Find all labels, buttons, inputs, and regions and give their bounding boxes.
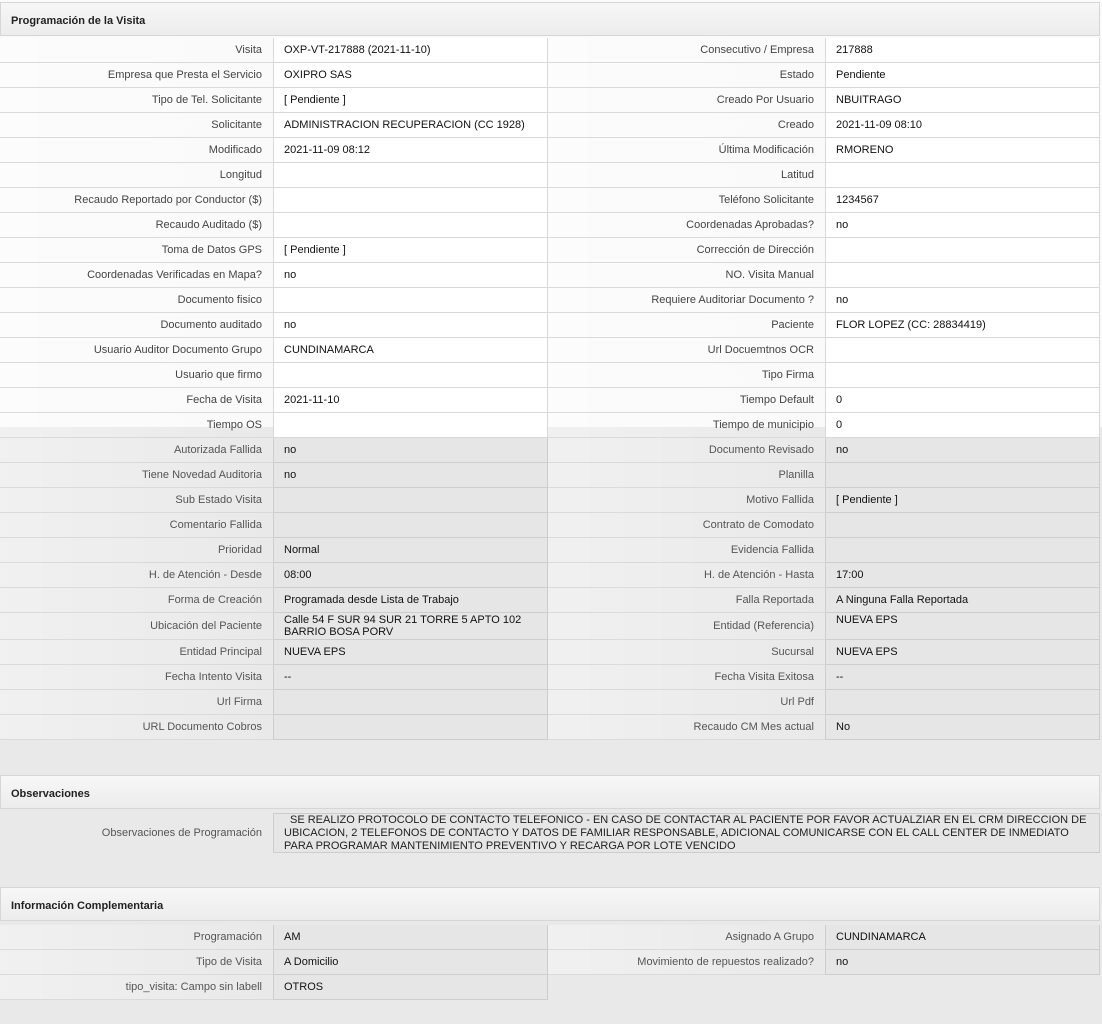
field-label: Url Pdf [548,690,825,715]
field-label: Creado Por Usuario [548,88,825,113]
field-label: Tipo de Tel. Solicitante [0,88,273,113]
field-label: Entidad Principal [0,640,273,665]
field-label: Programación [0,925,273,950]
table-row [0,975,1102,1000]
observaciones-text-content: SE REALIZO PROTOCOLO DE CONTACTO TELEFONICO - EN CASO DE CONTACTAR AL PACIENTE POR FAVOR ACTUALZIAR EN EL CRM DIRECCION DE UBICACION, 2 TELEFONOS DE CONTACTO Y DATOS DE FAMILIAR RESPONSABLE, ADICIONAL COMUNICARSE CON EL CALL CENTER DE INMEDIATO PARA PROGRAMAR MANTENIMIENTO PREVENTIVO Y RECARGA POR LOTE VENCIDO [284,814,1087,852]
field-label: Empresa que Presta el Servicio [0,63,273,88]
field-value: [ Pendiente ] [825,488,1100,513]
field-label: Asignado A Grupo [548,925,825,950]
field-value: 2021-11-10 [273,388,548,413]
field-value: CUNDINAMARCA [825,925,1100,950]
field-label: Forma de Creación [0,588,273,613]
field-value: -- [273,665,548,690]
field-value: 0 [825,413,1100,438]
field-value: [ Pendiente ] [273,88,548,113]
table-row [0,438,1102,463]
field-label: Visita [0,38,273,63]
field-value [273,488,548,513]
field-label: Entidad (Referencia) [548,613,825,640]
field-value: FLOR LOPEZ (CC: 28834419) [825,313,1100,338]
field-label: Latitud [548,163,825,188]
field-value: 08:00 [273,563,548,588]
field-value [825,338,1100,363]
field-value: no [273,263,548,288]
table-row [0,613,1102,640]
field-value: -- [825,665,1100,690]
table-row [0,950,1102,975]
field-label: Documento Revisado [548,438,825,463]
field-label: Coordenadas Verificadas en Mapa? [0,263,273,288]
table-row [0,588,1102,613]
field-label: Falla Reportada [548,588,825,613]
field-label: Toma de Datos GPS [0,238,273,263]
section-title: Programación de la Visita [11,15,146,27]
field-value [273,513,548,538]
field-label: Recaudo Auditado ($) [0,213,273,238]
field-label: Url Docuemtnos OCR [548,338,825,363]
field-value: no [825,288,1100,313]
field-label: Movimiento de repuestos realizado? [548,950,825,975]
field-label: Solicitante [0,113,273,138]
observaciones-label: Observaciones de Programación [101,827,262,839]
field-value: 2021-11-09 08:10 [825,113,1100,138]
field-label: Tiempo de municipio [548,413,825,438]
table-row [0,138,1102,163]
field-label: Usuario Auditor Documento Grupo [0,338,273,363]
field-value [273,213,548,238]
field-label: Documento fisico [0,288,273,313]
table-row [0,163,1102,188]
field-value: Normal [273,538,548,563]
table-row [0,463,1102,488]
field-value [825,238,1100,263]
table-row [0,338,1102,363]
field-label: Autorizada Fallida [0,438,273,463]
field-label: Url Firma [0,690,273,715]
table-row [0,640,1102,665]
field-value [825,263,1100,288]
field-value: A Ninguna Falla Reportada [825,588,1100,613]
observaciones-text [273,813,1100,853]
section-header-complementaria [0,887,1100,921]
field-label: Tipo Firma [548,363,825,388]
field-value: OTROS [273,975,548,1000]
field-value: AM [273,925,548,950]
field-value: 0 [825,388,1100,413]
table-row [0,288,1102,313]
field-value [825,163,1100,188]
field-label: Requiere Auditoriar Documento ? [548,288,825,313]
field-label: Modificado [0,138,273,163]
field-value: no [825,213,1100,238]
field-value: RMORENO [825,138,1100,163]
field-value [273,163,548,188]
table-row [0,263,1102,288]
table-row [0,38,1102,63]
field-value: No [825,715,1100,740]
field-label: Teléfono Solicitante [548,188,825,213]
field-label: Tipo de Visita [0,950,273,975]
field-label: Longitud [0,163,273,188]
table-row [0,313,1102,338]
table-row [0,213,1102,238]
field-label: Tiene Novedad Auditoria [0,463,273,488]
field-label: Usuario que firmo [0,363,273,388]
field-label: H. de Atención - Hasta [548,563,825,588]
field-label: Planilla [548,463,825,488]
table-row [0,238,1102,263]
field-label: NO. Visita Manual [548,263,825,288]
field-value: OXP-VT-217888 (2021-11-10) [273,38,548,63]
field-value: NBUITRAGO [825,88,1100,113]
field-label: Estado [548,63,825,88]
field-label: Tiempo Default [548,388,825,413]
field-value: no [825,950,1100,975]
field-label: Fecha Visita Exitosa [548,665,825,690]
table-row [0,665,1102,690]
field-label: Recaudo Reportado por Conductor ($) [0,188,273,213]
table-row [0,690,1102,715]
field-label: Comentario Fallida [0,513,273,538]
field-value: no [825,438,1100,463]
field-label: Prioridad [0,538,273,563]
table-row [0,538,1102,563]
field-label: Recaudo CM Mes actual [548,715,825,740]
field-value: no [273,313,548,338]
field-value: Pendiente [825,63,1100,88]
table-row [0,63,1102,88]
field-value: NUEVA EPS [825,640,1100,665]
field-value: A Domicilio [273,950,548,975]
field-label: Última Modificación [548,138,825,163]
table-row [0,363,1102,388]
field-value: 17:00 [825,563,1100,588]
table-row [0,413,1102,438]
table-row [0,388,1102,413]
section-header-observaciones [0,775,1100,809]
section-title: Observaciones [11,788,90,800]
field-value: no [273,438,548,463]
field-value: CUNDINAMARCA [273,338,548,363]
field-value: 1234567 [825,188,1100,213]
field-label: Documento auditado [0,313,273,338]
field-label: URL Documento Cobros [0,715,273,740]
field-value [825,690,1100,715]
field-value [273,288,548,313]
field-value: 217888 [825,38,1100,63]
field-label: Corrección de Dirección [548,238,825,263]
field-value [825,463,1100,488]
field-value: OXIPRO SAS [273,63,548,88]
field-label: Sub Estado Visita [0,488,273,513]
field-value: Programada desde Lista de Trabajo [273,588,548,613]
table-row [0,513,1102,538]
field-value [273,413,548,438]
field-value: no [273,463,548,488]
field-label: Fecha Intento Visita [0,665,273,690]
table-row [0,88,1102,113]
table-row [0,715,1102,740]
field-value [273,363,548,388]
field-value [825,363,1100,388]
field-label: Tiempo OS [0,413,273,438]
field-value: 2021-11-09 08:12 [273,138,548,163]
table-row [0,488,1102,513]
field-label: Motivo Fallida [548,488,825,513]
table-row [0,563,1102,588]
field-label: Coordenadas Aprobadas? [548,213,825,238]
table-row [0,188,1102,213]
field-value [825,513,1100,538]
field-value [273,690,548,715]
field-value: Calle 54 F SUR 94 SUR 21 TORRE 5 APTO 102 BARRIO BOSA PORV [273,613,548,640]
table-row [0,925,1102,950]
field-label: H. de Atención - Desde [0,563,273,588]
field-value: NUEVA EPS [273,640,548,665]
field-label: Evidencia Fallida [548,538,825,563]
field-value: [ Pendiente ] [273,238,548,263]
section-header-programacion [0,2,1100,36]
field-label: tipo_visita: Campo sin labell [0,975,273,1000]
field-label: Paciente [548,313,825,338]
field-value [273,188,548,213]
field-value [273,715,548,740]
field-label: Sucursal [548,640,825,665]
field-value: ADMINISTRACION RECUPERACION (CC 1928) [273,113,548,138]
field-label: Contrato de Comodato [548,513,825,538]
field-label: Ubicación del Paciente [0,613,273,640]
field-label: Fecha de Visita [0,388,273,413]
field-value [825,538,1100,563]
field-value: NUEVA EPS [825,613,1100,640]
section-title: Información Complementaria [11,900,164,912]
field-label: Creado [548,113,825,138]
table-row [0,113,1102,138]
field-label: Consecutivo / Empresa [548,38,825,63]
